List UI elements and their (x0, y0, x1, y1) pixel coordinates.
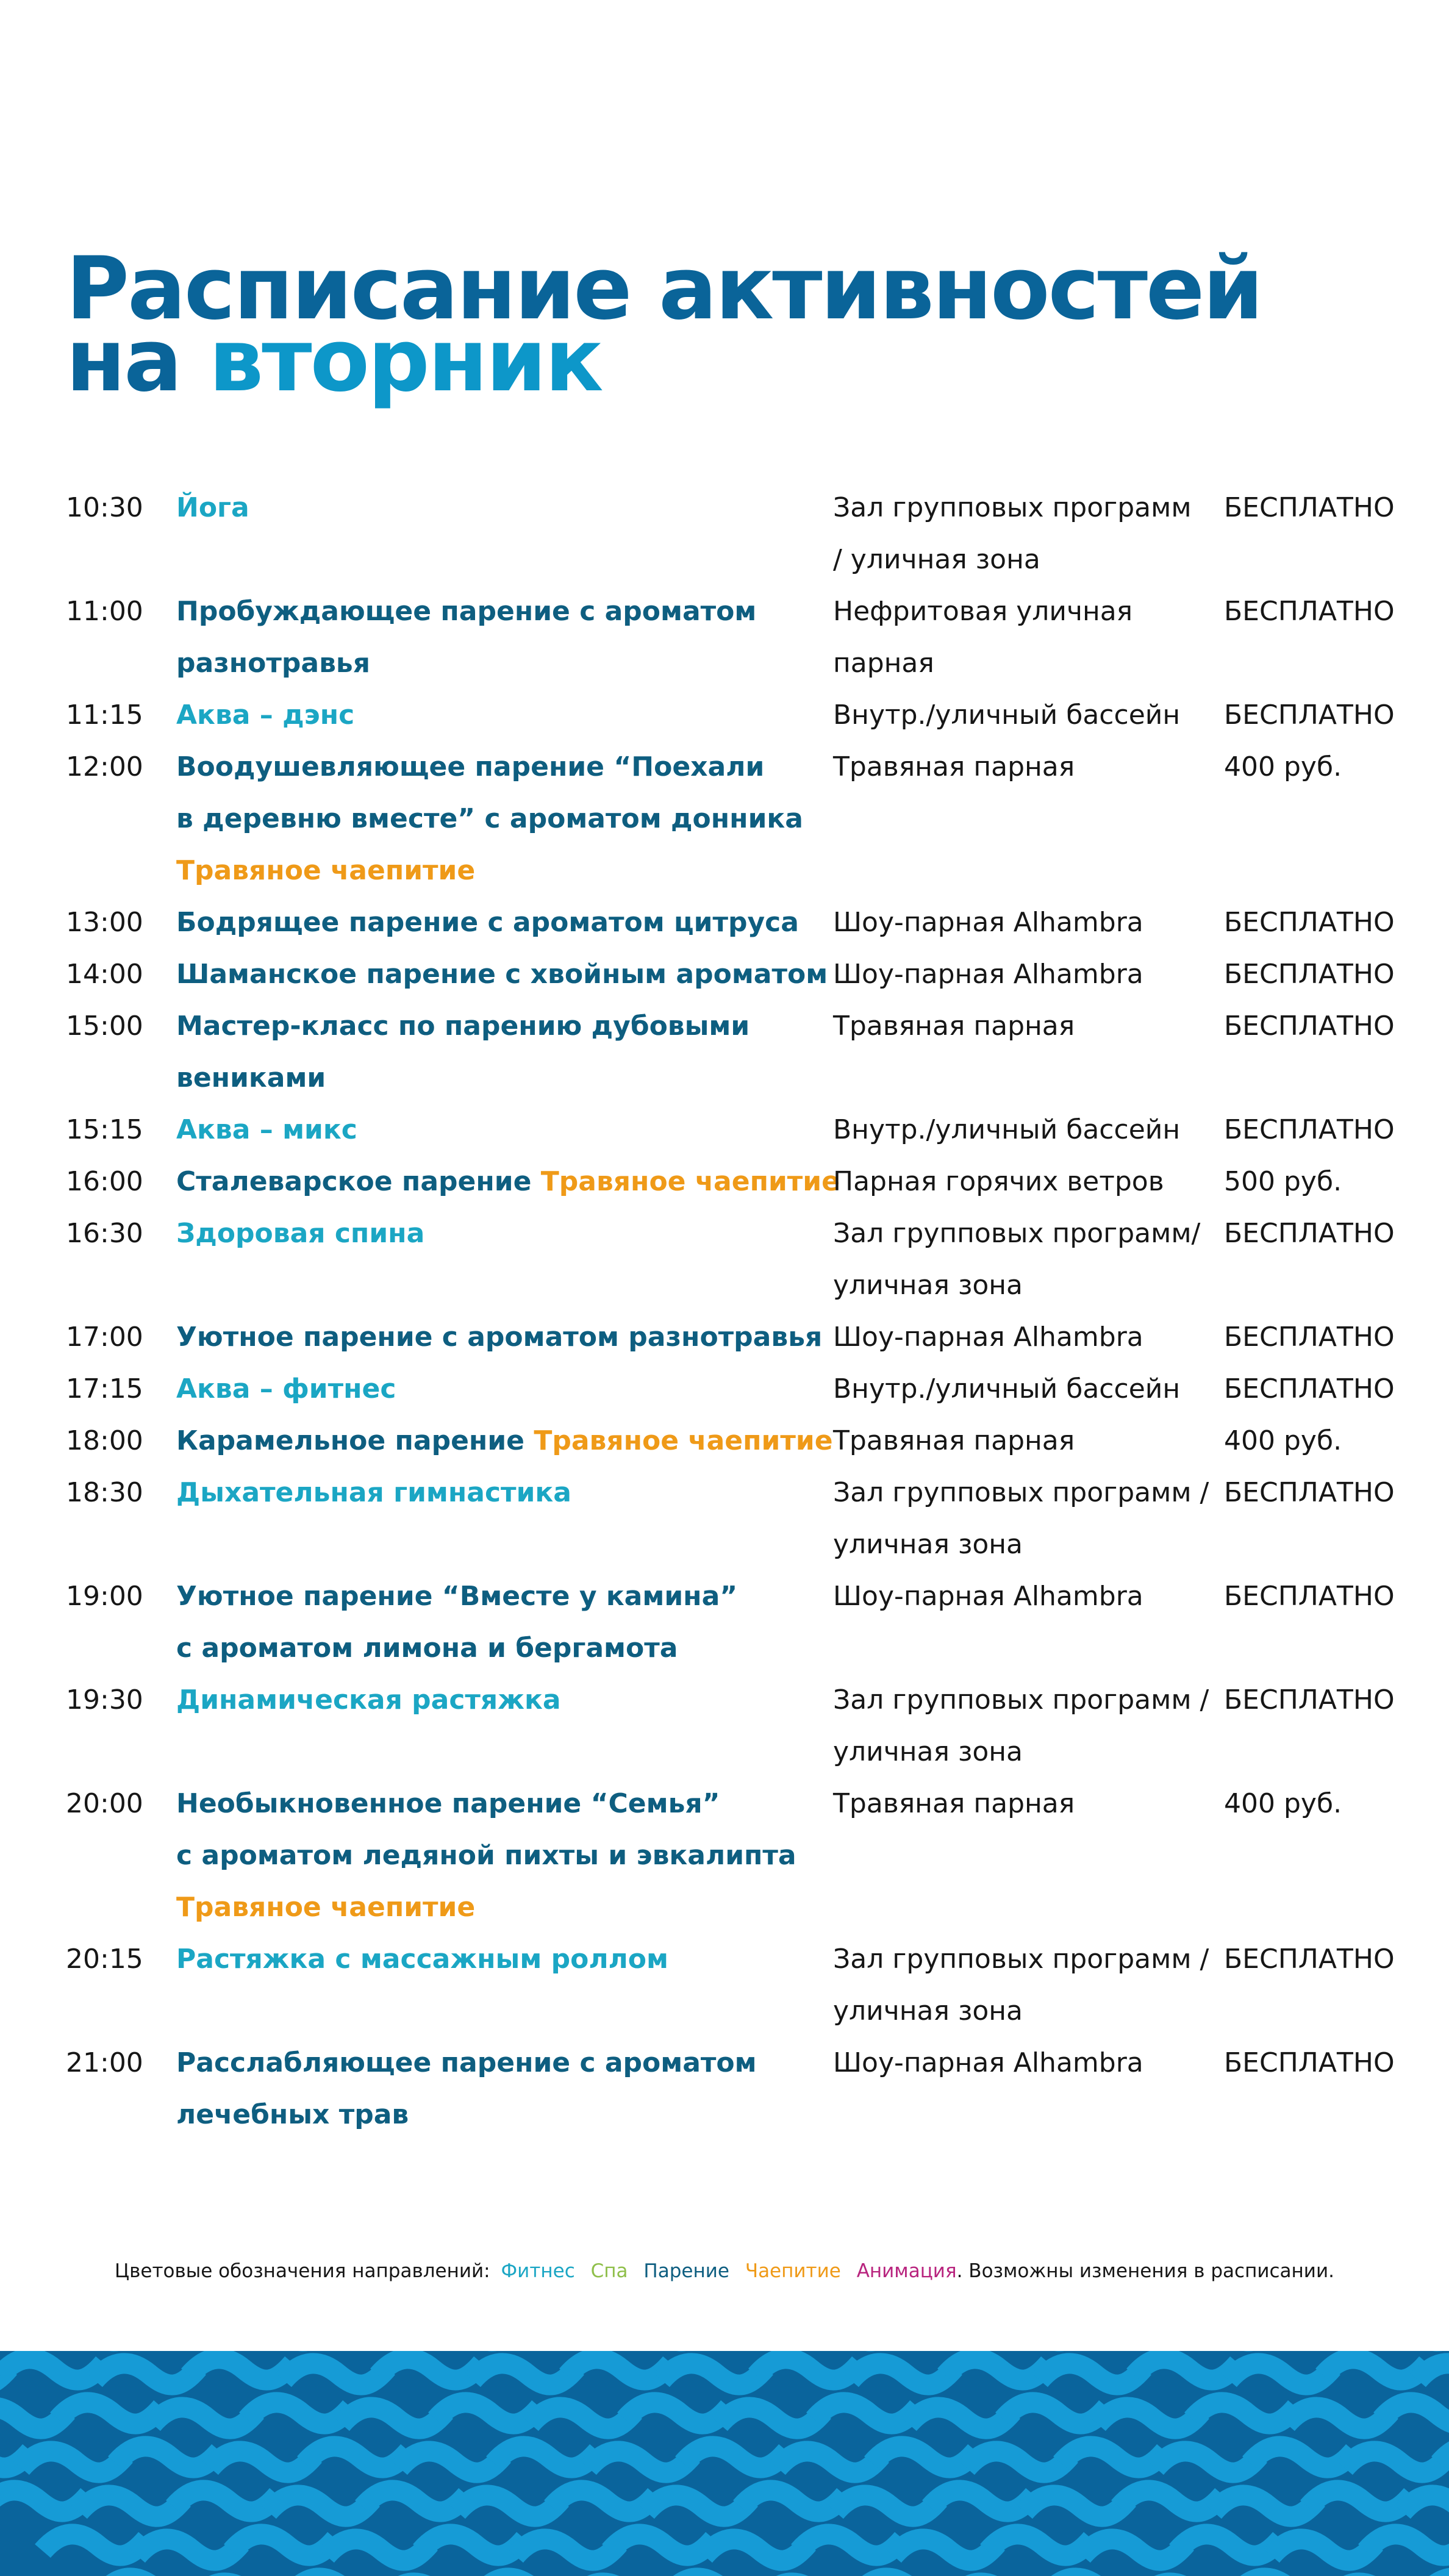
activity-line (176, 1933, 668, 1985)
row-price: БЕСПЛАТНО (1224, 1218, 1395, 1249)
wave-stripe (58, 2402, 162, 2424)
legend-suffix: . Возможны изменения в расписании. (956, 2260, 1334, 2282)
activity-line (176, 1570, 737, 1622)
wave-stripe (1082, 2539, 1186, 2560)
row-location (833, 948, 1143, 1000)
legend-spa: Спа (590, 2260, 628, 2282)
row-location (833, 2037, 1143, 2089)
wave-pattern-graphic (0, 2351, 1449, 2576)
location-line: Парная горячих ветров (833, 1166, 1164, 1197)
wave-stripe (247, 2402, 351, 2424)
activity-steam-text: в деревню вместе” с ароматом донника (176, 803, 803, 834)
activity-line (176, 2037, 757, 2089)
activity-line (176, 1208, 424, 1259)
activity-line (176, 482, 249, 534)
location-line: Зал групповых программ / (833, 1944, 1209, 1975)
activity-line (176, 1311, 822, 1363)
wave-stripe (1323, 2358, 1427, 2380)
location-line: Травяная парная (833, 1011, 1075, 1042)
wave-stripe (1287, 2407, 1390, 2428)
activity-line (176, 1830, 796, 1881)
wave-stripe (326, 2539, 430, 2560)
row-price: БЕСПЛАТНО (1224, 1373, 1395, 1404)
row-time: 16:30 (66, 1218, 143, 1249)
location-line: Шоу-парная Alhambra (833, 2047, 1143, 2078)
activity-line (176, 1156, 840, 1208)
wave-stripe (95, 2363, 198, 2385)
row-location (833, 1208, 1200, 1311)
wave-stripe (851, 2363, 954, 2385)
activity-steam-text: Необыкновенное парение “Семья” (176, 1788, 720, 1819)
activity-fitness-text: Аква – фитнес (176, 1373, 396, 1404)
row-location (833, 896, 1143, 948)
row-price: БЕСПЛАТНО (1224, 959, 1395, 990)
wave-stripe (1366, 2534, 1449, 2555)
activity-line (176, 1778, 796, 1830)
row-activity (176, 1674, 561, 1726)
row-activity (176, 1778, 796, 1933)
row-time: 10:30 (66, 492, 143, 523)
row-price: БЕСПЛАТНО (1224, 1114, 1395, 1145)
activity-tea-text: Травяное чаепитие (176, 855, 476, 886)
activity-line (176, 896, 799, 948)
activity-steam-text: Расслабляющее парение с ароматом (176, 2047, 757, 2078)
row-activity (176, 1311, 822, 1363)
row-time: 11:15 (66, 699, 143, 731)
activity-steam-text: лечебных трав (176, 2099, 409, 2130)
activity-tea-text: Травяное чаепитие (540, 1166, 840, 1197)
wave-stripe (1272, 2539, 1375, 2560)
wave-stripe (552, 2490, 656, 2511)
wave-stripe (662, 2363, 765, 2385)
location-line: Внутр./уличный бассейн (833, 1373, 1181, 1404)
wave-stripe (872, 2446, 976, 2467)
row-price: БЕСПЛАТНО (1224, 596, 1395, 627)
row-time: 18:30 (66, 1477, 143, 1508)
row-activity (176, 1156, 840, 1208)
row-time: 17:00 (66, 1322, 143, 1353)
location-line: / уличная зона (833, 544, 1040, 575)
activity-line (176, 689, 354, 741)
wave-stripe (210, 2451, 314, 2472)
row-price: БЕСПЛАТНО (1224, 2047, 1395, 2078)
wave-stripe (305, 2446, 409, 2467)
wave-stripe (79, 2495, 183, 2516)
title-line-2-prefix: на (66, 310, 209, 411)
wave-stripe (567, 2358, 671, 2380)
activity-steam-text: разнотравья (176, 648, 370, 679)
wave-stripe (515, 2539, 619, 2560)
location-line: Шоу-парная Alhambra (833, 959, 1143, 990)
wave-stripe (625, 2402, 729, 2424)
wave-stripe (1025, 2495, 1128, 2516)
activity-fitness-text: Растяжка с массажным роллом (176, 1944, 668, 1975)
activity-line (176, 845, 803, 896)
wave-stripe (1098, 2407, 1201, 2428)
row-location (833, 482, 1192, 585)
location-line: уличная зона (833, 1736, 1023, 1767)
row-location (833, 1778, 1075, 1830)
wave-stripe (436, 2402, 540, 2424)
row-price: БЕСПЛАТНО (1224, 1684, 1395, 1716)
page-title (66, 238, 1262, 411)
row-activity (176, 1363, 396, 1415)
location-line: Зал групповых программ / (833, 1477, 1209, 1508)
activity-line (176, 585, 756, 637)
row-activity (176, 1000, 750, 1104)
wave-stripe (232, 2534, 335, 2555)
activity-line (176, 793, 803, 845)
wave-pattern-footer (0, 2351, 1449, 2576)
wave-stripe (720, 2407, 823, 2428)
row-activity (176, 585, 756, 689)
activity-fitness-text: Здоровая спина (176, 1218, 425, 1249)
location-line: уличная зона (833, 1995, 1023, 2027)
wave-stripe (494, 2446, 598, 2467)
row-location (833, 1311, 1143, 1363)
legend-steam: Парение (643, 2260, 729, 2282)
row-price: 400 руб. (1224, 751, 1342, 782)
wave-stripe (988, 2534, 1092, 2555)
wave-stripe (967, 2451, 1070, 2472)
row-location (833, 1933, 1209, 2037)
wave-stripe (610, 2534, 714, 2555)
row-location (833, 1104, 1180, 1156)
activity-steam-text: Уютное парение “Вместе у камина” (176, 1581, 738, 1612)
row-price: БЕСПЛАТНО (1224, 1477, 1395, 1508)
wave-stripe (1177, 2534, 1281, 2555)
wave-stripe (363, 2490, 467, 2511)
wave-stripe (1345, 2451, 1448, 2472)
wave-stripe (756, 2358, 860, 2380)
row-activity (176, 948, 828, 1000)
activity-line (176, 741, 803, 793)
activity-line (176, 1104, 357, 1156)
activity-steam-text: Воодушевляющее парение “Поехали (176, 751, 765, 782)
activity-line (176, 948, 828, 1000)
wave-stripe (174, 2490, 277, 2511)
row-time: 20:15 (66, 1944, 143, 1975)
row-time: 19:00 (66, 1581, 143, 1612)
activity-line (176, 1000, 750, 1052)
wave-stripe (1119, 2490, 1223, 2511)
location-line: Шоу-парная Alhambra (833, 907, 1143, 938)
row-activity (176, 1933, 668, 1985)
row-activity (176, 689, 354, 741)
activity-line (176, 1363, 396, 1415)
wave-stripe (814, 2402, 918, 2424)
location-line: Шоу-парная Alhambra (833, 1322, 1143, 1353)
wave-stripe (835, 2495, 939, 2516)
row-time: 19:30 (66, 1684, 143, 1716)
row-location (833, 1570, 1143, 1622)
activity-line (176, 2089, 757, 2141)
row-location (833, 1674, 1209, 1778)
location-line: Шоу-парная Alhambra (833, 1581, 1143, 1612)
legend-animation: Анимация (856, 2260, 957, 2282)
activity-steam-text: Бодрящее парение с ароматом цитруса (176, 907, 799, 938)
location-line: уличная зона (833, 1270, 1023, 1301)
row-activity (176, 482, 249, 534)
location-line: Зал групповых программ (833, 492, 1192, 523)
wave-stripe (741, 2490, 845, 2511)
location-line: Травяная парная (833, 1425, 1075, 1456)
row-location (833, 1000, 1075, 1052)
wave-stripe (589, 2451, 692, 2472)
legend-prefix: Цветовые обозначения направлений: (115, 2260, 490, 2282)
wave-stripe (683, 2446, 787, 2467)
row-time: 21:00 (66, 2047, 143, 2078)
activity-tea-text: Травяное чаепитие (534, 1425, 833, 1456)
row-location (833, 585, 1132, 689)
wave-stripe (116, 2446, 220, 2467)
activity-steam-text: Пробуждающее парение с ароматом (176, 596, 757, 627)
row-price: 400 руб. (1224, 1788, 1342, 1819)
wave-stripe (1250, 2446, 1354, 2467)
row-price: 500 руб. (1224, 1166, 1342, 1197)
wave-stripe (930, 2490, 1034, 2511)
location-line: парная (833, 648, 934, 679)
wave-stripe (1308, 2490, 1412, 2511)
wave-stripe (1156, 2451, 1259, 2472)
wave-stripe (1061, 2446, 1165, 2467)
wave-stripe (646, 2495, 750, 2516)
row-time: 13:00 (66, 907, 143, 938)
wave-stripe (909, 2407, 1012, 2428)
activity-fitness-text: Аква – дэнс (176, 699, 355, 731)
location-line: Травяная парная (833, 751, 1075, 782)
row-price: БЕСПЛАТНО (1224, 1944, 1395, 1975)
activity-steam-text: вениками (176, 1062, 326, 1093)
row-time: 14:00 (66, 959, 143, 990)
activity-line (176, 1052, 750, 1104)
location-line: Травяная парная (833, 1788, 1075, 1819)
activity-fitness-text: Динамическая растяжка (176, 1684, 561, 1716)
location-line: Внутр./уличный бассейн (833, 699, 1181, 731)
location-line: Зал групповых программ/ (833, 1218, 1201, 1249)
row-activity (176, 1104, 357, 1156)
location-line: Зал групповых программ / (833, 1684, 1209, 1716)
wave-stripe (284, 2363, 387, 2385)
row-location (833, 741, 1075, 793)
activity-steam-text: Сталеварское парение (176, 1166, 541, 1197)
wave-stripe (945, 2358, 1049, 2380)
activity-fitness-text: Дыхательная гимнастика (176, 1477, 571, 1508)
wave-stripe (137, 2539, 241, 2560)
activity-fitness-text: Йога (176, 492, 249, 523)
row-location (833, 1467, 1209, 1570)
wave-stripe (457, 2495, 561, 2516)
row-location (833, 1415, 1075, 1467)
row-time: 12:00 (66, 751, 143, 782)
wave-stripe (1403, 2495, 1449, 2516)
wave-stripe (421, 2534, 524, 2555)
activity-line (176, 1881, 796, 1933)
activity-line (176, 637, 756, 689)
row-activity (176, 1570, 737, 1674)
activity-steam-text: с ароматом ледяной пихты и эвкалипта (176, 1840, 796, 1871)
wave-stripe (1003, 2402, 1107, 2424)
wave-stripe (473, 2363, 576, 2385)
activity-line (176, 1622, 737, 1674)
wave-stripe (531, 2407, 634, 2428)
row-price: БЕСПЛАТНО (1224, 1322, 1395, 1353)
row-time: 17:15 (66, 1373, 143, 1404)
wave-stripe (0, 2490, 88, 2511)
wave-stripe (1418, 2363, 1449, 2385)
wave-stripe (1040, 2363, 1143, 2385)
activity-line (176, 1674, 561, 1726)
activity-steam-text: Карамельное парение (176, 1425, 534, 1456)
legend-fitness: Фитнес (501, 2260, 575, 2282)
row-activity (176, 1467, 571, 1519)
row-activity (176, 1415, 833, 1467)
row-activity (176, 896, 799, 948)
row-time: 18:00 (66, 1425, 143, 1456)
wave-stripe (43, 2534, 146, 2555)
wave-stripe (1229, 2363, 1333, 2385)
wave-stripe (399, 2451, 503, 2472)
activity-steam-text: Шаманское парение с хвойным ароматом (176, 959, 828, 990)
row-time: 15:15 (66, 1114, 143, 1145)
wave-stripe (778, 2451, 881, 2472)
row-time: 15:00 (66, 1011, 143, 1042)
wave-stripe (799, 2534, 903, 2555)
row-price: БЕСПЛАТНО (1224, 699, 1395, 731)
location-line: Внутр./уличный бассейн (833, 1114, 1181, 1145)
row-activity (176, 2037, 757, 2141)
wave-stripe (704, 2539, 808, 2560)
title-line-1: Расписание активностей (66, 238, 1262, 339)
legend-tea: Чаепитие (745, 2260, 841, 2282)
title-line-2-accent: вторник (209, 310, 602, 411)
activity-steam-text: Мастер-класс по парению дубовыми (176, 1011, 750, 1042)
row-price: 400 руб. (1224, 1425, 1342, 1456)
row-activity (176, 1208, 424, 1259)
row-price: БЕСПЛАТНО (1224, 492, 1395, 523)
location-line: Нефритовая уличная (833, 596, 1133, 627)
row-price: БЕСПЛАТНО (1224, 907, 1395, 938)
color-legend (0, 2258, 1449, 2284)
row-activity (176, 741, 803, 896)
wave-stripe (0, 2358, 104, 2380)
row-location (833, 1156, 1164, 1208)
activity-tea-text: Травяное чаепитие (176, 1892, 476, 1923)
row-time: 16:00 (66, 1166, 143, 1197)
activity-line (176, 1467, 571, 1519)
wave-stripe (1192, 2402, 1296, 2424)
row-location (833, 689, 1180, 741)
wave-stripe (152, 2407, 256, 2428)
row-time: 11:00 (66, 596, 143, 627)
location-line: уличная зона (833, 1529, 1023, 1560)
wave-stripe (268, 2495, 372, 2516)
activity-steam-text: с ароматом лимона и бергамота (176, 1633, 678, 1664)
wave-stripe (893, 2539, 997, 2560)
activity-line (176, 1415, 833, 1467)
row-location (833, 1363, 1180, 1415)
row-price: БЕСПЛАТНО (1224, 1581, 1395, 1612)
activity-fitness-text: Аква – микс (176, 1114, 357, 1145)
wave-stripe (342, 2407, 445, 2428)
wave-stripe (378, 2358, 482, 2380)
wave-stripe (21, 2451, 125, 2472)
wave-stripe (189, 2358, 293, 2380)
row-price: БЕСПЛАТНО (1224, 1011, 1395, 1042)
row-time: 20:00 (66, 1788, 143, 1819)
activity-steam-text: Уютное парение с ароматом разнотравья (176, 1322, 823, 1353)
wave-stripe (1214, 2495, 1317, 2516)
wave-stripe (1134, 2358, 1238, 2380)
wave-stripe (1381, 2402, 1449, 2424)
